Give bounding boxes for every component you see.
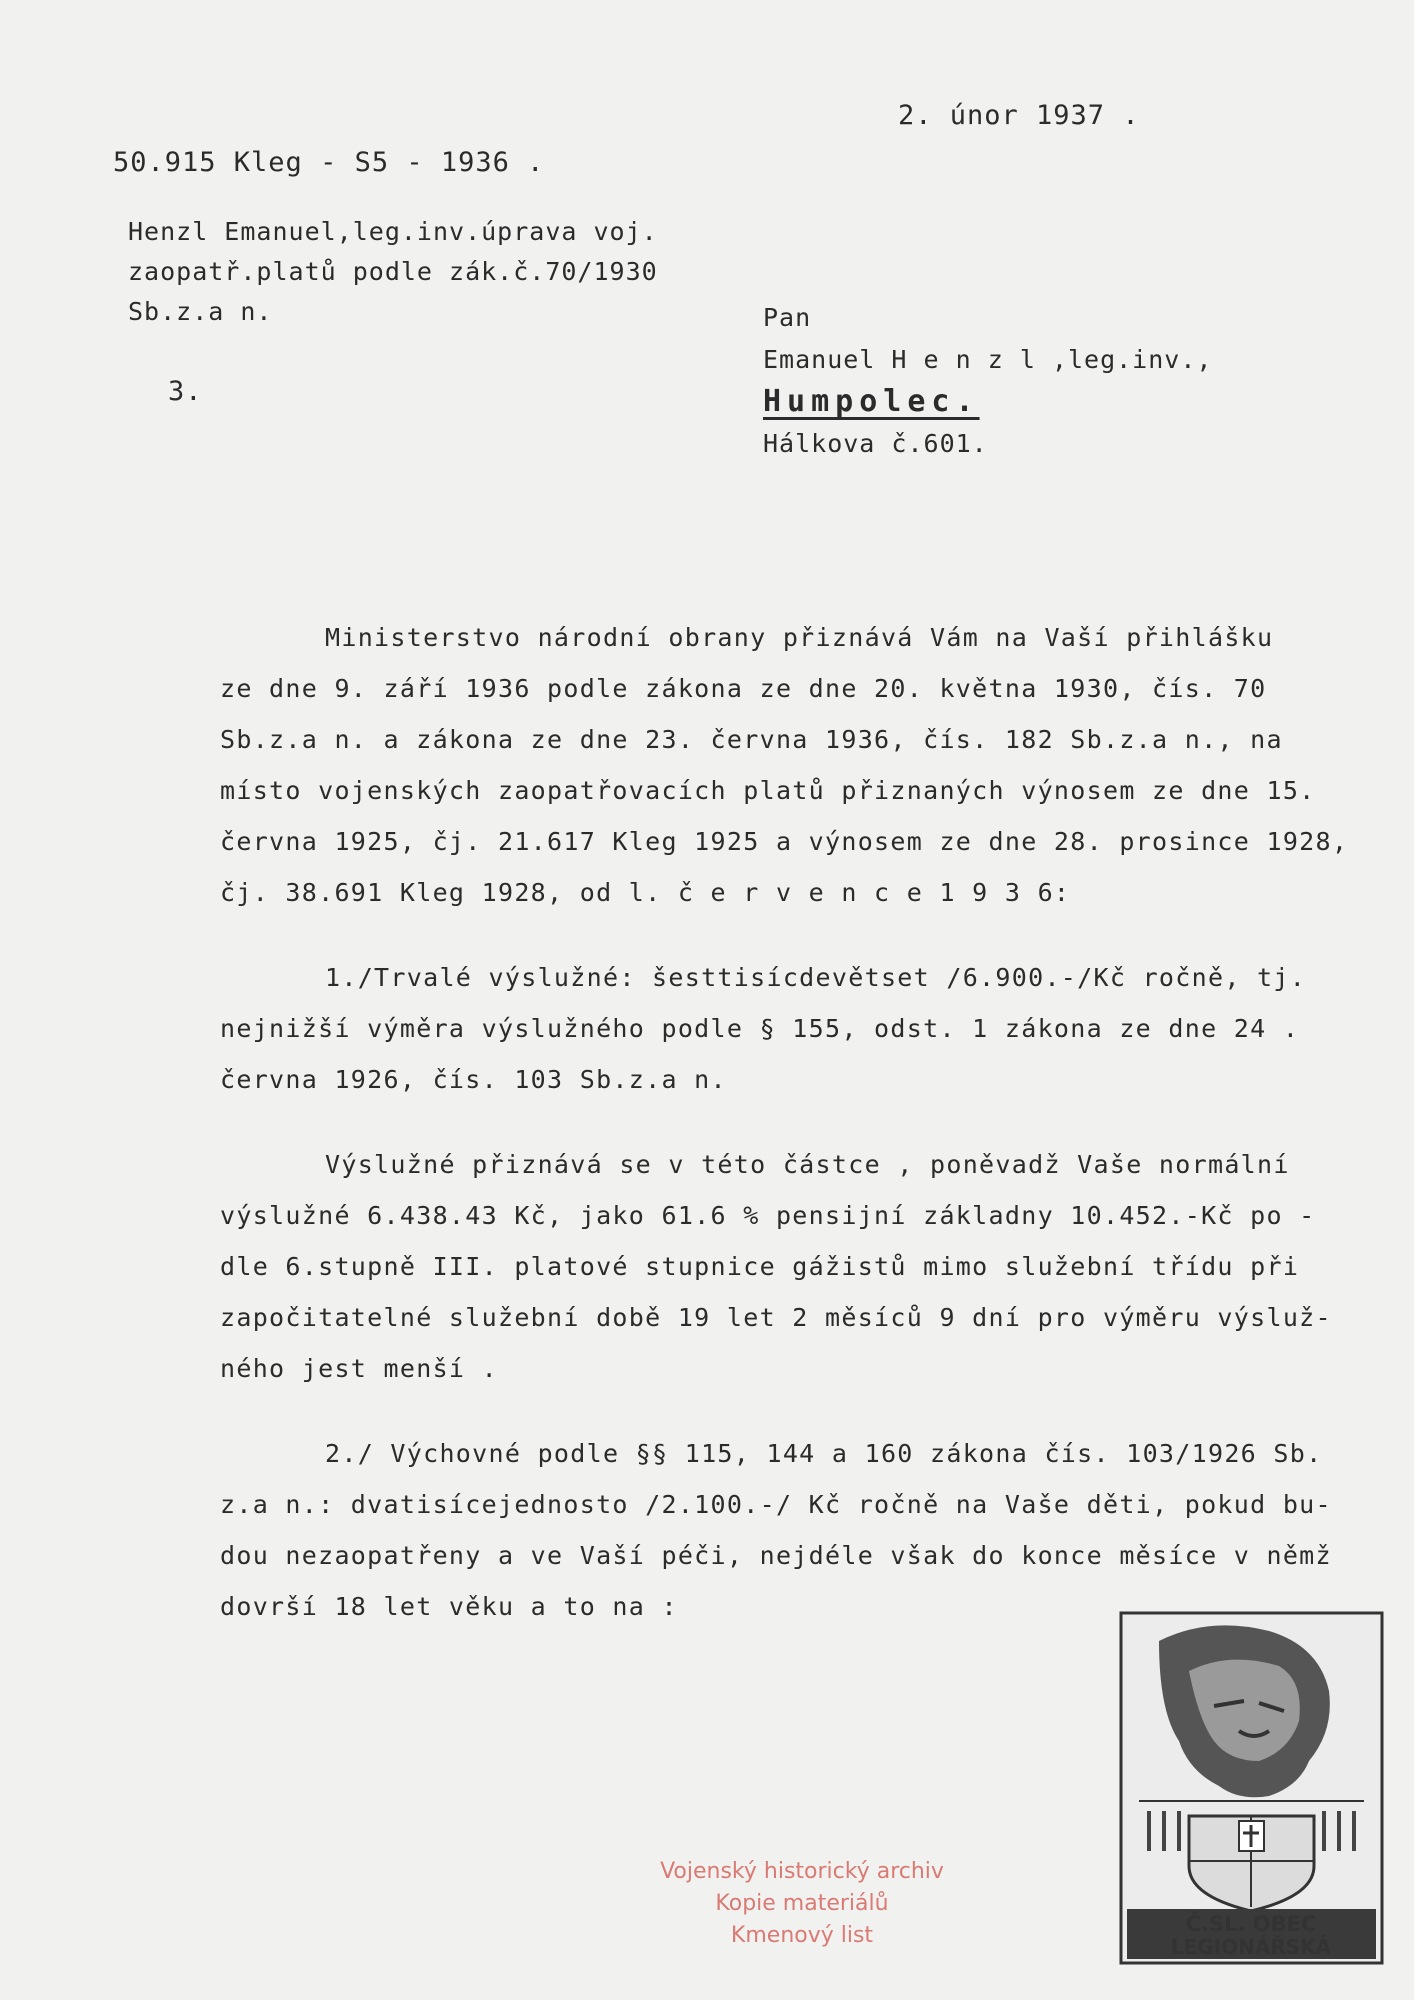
body-line: 1./Trvalé výslužné: šesttisícdevětset /6.900.-/Kč ročně, tj.	[325, 963, 1307, 992]
body-line: června 1925, čj. 21.617 Kleg 1925 a výnosem ze dne 28. prosince 1928,	[220, 827, 1349, 856]
archive-stamp	[622, 1856, 982, 1952]
body-line: ného jest menší .	[220, 1354, 498, 1383]
body-line: 2./ Výchovné podle §§ 115, 144 a 160 zákona čís. 103/1926 Sb.	[325, 1439, 1323, 1468]
subject-line: zaopatř.platů podle zák.č.70/1930	[128, 257, 658, 286]
archive-stamp-line: Kmenový list	[730, 1923, 874, 1948]
recipient-street: Hálkova č.601.	[763, 429, 988, 458]
subject-line: Henzl Emanuel,leg.inv.úprava voj.	[128, 217, 658, 246]
body-line: dou nezaopatřeny a ve Vaší péči, nejdéle však do konce měsíce v němž	[220, 1541, 1332, 1570]
body-line: dle 6.stupně III. platové stupnice gážistů mimo služební třídu při	[220, 1252, 1300, 1281]
body-line: dovrší 18 let věku a to na :	[220, 1592, 678, 1621]
reference-number: 50.915 Kleg - S5 - 1936 .	[113, 147, 545, 178]
recipient-city: Humpolec.	[763, 384, 980, 419]
body-line: výslužné 6.438.43 Kč, jako 61.6 % pensijní základny 10.452.-Kč po -	[220, 1201, 1316, 1230]
copy-number: 3.	[168, 376, 203, 407]
body-line: Výslužné přiznává se v této částce , poněvadž Vaše normální	[325, 1150, 1290, 1179]
body-line: započitatelné služební době 19 let 2 měsíců 9 dní pro výměru výsluž-	[220, 1303, 1332, 1332]
recipient-name: Emanuel H e n z l ,leg.inv.,	[763, 345, 1213, 374]
body-line: místo vojenských zaopatřovacích platů přiznaných výnosem ze dne 15.	[220, 776, 1316, 805]
legion-logo	[1119, 1611, 1384, 1965]
recipient-salutation: Pan	[763, 303, 812, 332]
body-line: Sb.z.a n. a zákona ze dne 23. června 1936, čís. 182 Sb.z.a n., na	[220, 725, 1283, 754]
logo-text: Č.SL. OBEC	[1185, 1912, 1317, 1936]
paragraph-gap	[220, 918, 1348, 952]
subject-block	[128, 212, 658, 332]
recipient-address	[763, 297, 1212, 465]
archive-stamp-line: Kopie materiálů	[715, 1891, 889, 1916]
paragraph-gap	[220, 1105, 1348, 1139]
letter-date: 2. únor 1937 .	[898, 100, 1140, 131]
body-line: června 1926, čís. 103 Sb.z.a n.	[220, 1065, 727, 1094]
letter-body	[220, 612, 1348, 1632]
body-line: Ministerstvo národní obrany přiznává Vám na Vaší přihlášku	[325, 623, 1274, 652]
body-line: čj. 38.691 Kleg 1928, od l. č e r v e n c e 1 9 3 6:	[220, 878, 1071, 907]
body-line: nejnižší výměra výslužného podle § 155, odst. 1 zákona ze dne 24 .	[220, 1014, 1300, 1043]
subject-line: Sb.z.a n.	[128, 297, 273, 326]
paragraph-gap	[220, 1394, 1348, 1428]
logo-text: LEGIONÁŘSKÁ	[1170, 1935, 1332, 1959]
body-line: ze dne 9. září 1936 podle zákona ze dne 20. května 1930, čís. 70	[220, 674, 1267, 703]
body-line: z.a n.: dvatisícejednosto /2.100.-/ Kč ročně na Vaše děti, pokud bu-	[220, 1490, 1332, 1519]
archive-stamp-line: Vojenský historický archiv	[660, 1859, 944, 1884]
